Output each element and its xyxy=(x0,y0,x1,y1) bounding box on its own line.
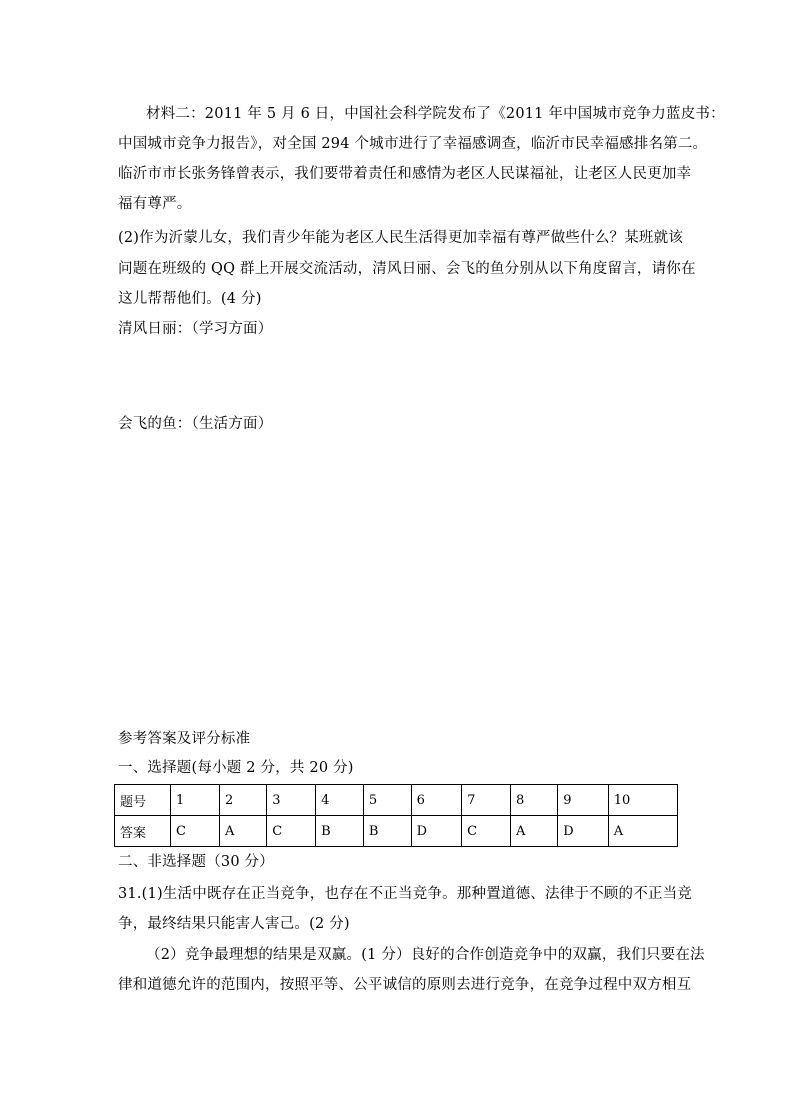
section-1-heading: 一、选择题(每小题 2 分，共 20 分) xyxy=(118,760,354,776)
answer-row-header: 答案 xyxy=(115,816,171,847)
question-line-1: (2)作为沂蒙儿女，我们青少年能为老区人民生活得更加幸福有尊严做些什么？某班就该 xyxy=(118,230,684,246)
answer-cell: A xyxy=(219,816,266,847)
answer-cell: C xyxy=(171,816,220,847)
question-number-cell: 4 xyxy=(316,785,364,816)
q31-line-1: 31.(1)生活中既存在正当竞争，也存在不正当竞争。那种置道德、法律于不顾的不正当竞 xyxy=(118,886,692,902)
question-number-cell: 5 xyxy=(363,785,411,816)
answer-cell: C xyxy=(462,816,511,847)
material-line-3: 临沂市市长张务锋曾表示，我们要带着责任和感情为老区人民谋福祉，让老区人民更加幸 xyxy=(118,166,692,182)
question-number-cell: 3 xyxy=(267,785,316,816)
answer-cell: A xyxy=(608,816,677,847)
answer-cell: A xyxy=(511,816,558,847)
question-line-3: 这儿帮帮他们。(4 分) xyxy=(118,291,262,307)
answer-table xyxy=(114,784,678,847)
q31-line-2: 争，最终结果只能害人害己。(2 分) xyxy=(118,916,350,932)
question-number-cell: 10 xyxy=(608,785,677,816)
answer-cell: B xyxy=(363,816,411,847)
question-number-cell: 9 xyxy=(558,785,608,816)
answer-cell: D xyxy=(411,816,461,847)
question-number-cell: 1 xyxy=(171,785,220,816)
question-number-cell: 8 xyxy=(511,785,558,816)
answer-cell: C xyxy=(267,816,316,847)
answer-cell: B xyxy=(316,816,364,847)
question-number-cell: 6 xyxy=(411,785,461,816)
prompt-life: 会飞的鱼：（生活方面） xyxy=(118,416,273,432)
question-number-cell: 2 xyxy=(219,785,266,816)
q31-2-line-2: 律和道德允许的范围内，按照平等、公平诚信的原则去进行竞争，在竞争过程中双方相互 xyxy=(118,977,692,993)
prompt-study: 清风日丽：（学习方面） xyxy=(118,321,273,337)
material-line-4: 福有尊严。 xyxy=(118,196,192,212)
material-line-2: 中国城市竞争力报告》，对全国 294 个城市进行了幸福感调查，临沂市民幸福感排名第二。 xyxy=(118,136,708,152)
answer-key-title: 参考答案及评分标准 xyxy=(118,731,251,747)
number-row-header: 题号 xyxy=(115,785,171,816)
answer-cell: D xyxy=(558,816,608,847)
answer-table-answer-row xyxy=(115,816,678,847)
question-line-2: 问题在班级的 QQ 群上开展交流活动，清风日丽、会飞的鱼分别从以下角度留言，请你在 xyxy=(118,261,696,277)
q31-2-line-1: （2）竞争最理想的结果是双赢。(1 分）良好的合作创造竞争中的双赢，我们只要在法 xyxy=(146,947,705,963)
answer-table-number-row xyxy=(115,785,678,816)
material-line-1: 材料二：2011 年 5 月 6 日，中国社会科学院发布了《2011 年中国城市竞争力蓝皮书： xyxy=(146,106,725,122)
section-2-heading: 二、非选择题（30 分） xyxy=(118,854,274,870)
question-number-cell: 7 xyxy=(462,785,511,816)
